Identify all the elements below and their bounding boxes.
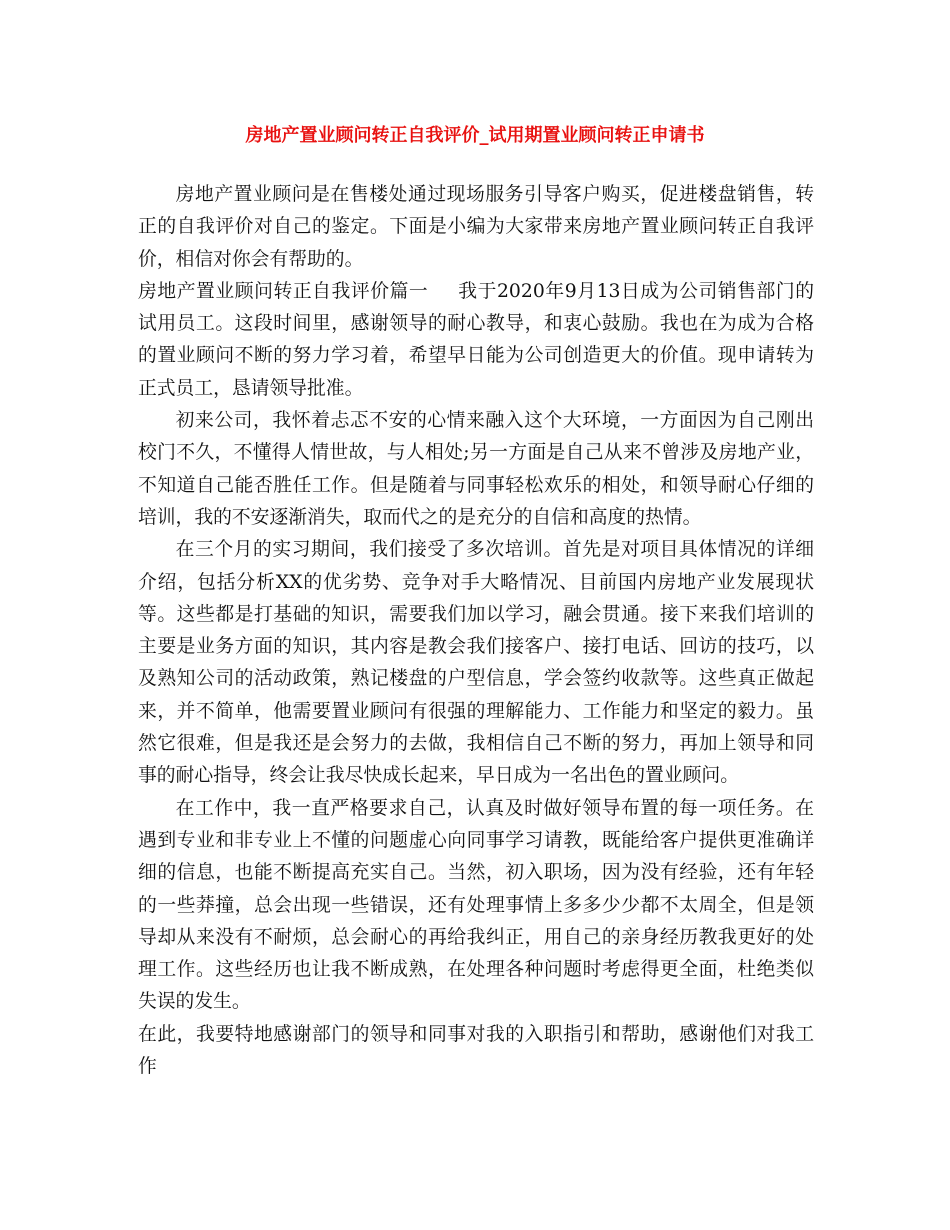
body-paragraph: 在三个月的实习期间，我们接受了多次培训。首先是对项目具体情况的详细介绍，包括分析XX的优劣势、竞争对手大略情况、目前国内房地产业发展现状等。这些都是打基础的知识，需要我们加以学习，融会贯通。接下来我们培训的主要是业务方面的知识，其内容是教会我们接客户、接打电话、回访的技巧，以及熟知公司的活动政策，熟记楼盘的户型信息，学会签约收款等。这些真正做起来，并不简单，他需要置业顾问有很强的理解能力、工作能力和坚定的毅力。虽然它很难，但是我还是会努力的去做，我相信自己不断的努力，再加上领导和同事的耐心指导，终会让我尽快成长起来，早日成为一名出色的置业顾问。 (138, 539, 814, 787)
body-paragraph: 初来公司，我怀着忐忑不安的心情来融入这个大环境，一方面因为自己刚出校门不久，不懂得人情世故，与人相处;另一方面是自己从来不曾涉及房地产业，不知道自己能否胜任工作。但是随着与同事轻松欢乐的相处，和领导耐心仔细的培训，我的不安逐渐消失，取而代之的是充分的自信和高度的热情。 (138, 410, 814, 528)
document-body (138, 179, 814, 1083)
body-paragraph: 在工作中，我一直严格要求自己，认真及时做好领导布置的每一项任务。在遇到专业和非专业上不懂的问题虚心向同事学习请教，既能给客户提供更准确详细的信息，也能不断提高充实自己。当然，初入职场，因为没有经验，还有年轻的一些莽撞，总会出现一些错误，还有处理事情上多多少少都不太周全，但是领导却从来没有不耐烦，总会耐心的再给我纠正，用自己的亲身经历教我更好的处理工作。这些经历也让我不断成熟，在处理各种问题时考虑得更全面，杜绝类似失误的发生。 (138, 797, 814, 1013)
intro-paragraph: 房地产置业顾问是在售楼处通过现场服务引导客户购买，促进楼盘销售，转正的自我评价对自己的鉴定。下面是小编为大家带来房地产置业顾问转正自我评价，相信对你会有帮助的。 (138, 184, 814, 270)
closing-paragraph: 在此，我要特地感谢部门的领导和同事对我的入职指引和帮助，感谢他们对我工作 (138, 1023, 814, 1078)
document-title: 房地产置业顾问转正自我评价_试用期置业顾问转正申请书 (245, 125, 705, 146)
section-first-text: 我于2020年9月13日成为公司销售部门的试用员工。这段时间里，感谢领导的耐心教导，和衷心鼓励。我也在为成为合格的置业顾问不断的努力学习着，希望早日能为公司创造更大的价值。现申请转为正式员工，恳请领导批准。 (138, 280, 814, 399)
section-first-paragraph (138, 276, 814, 405)
section-heading: 房地产置业顾问转正自我评价篇一 (138, 280, 429, 302)
